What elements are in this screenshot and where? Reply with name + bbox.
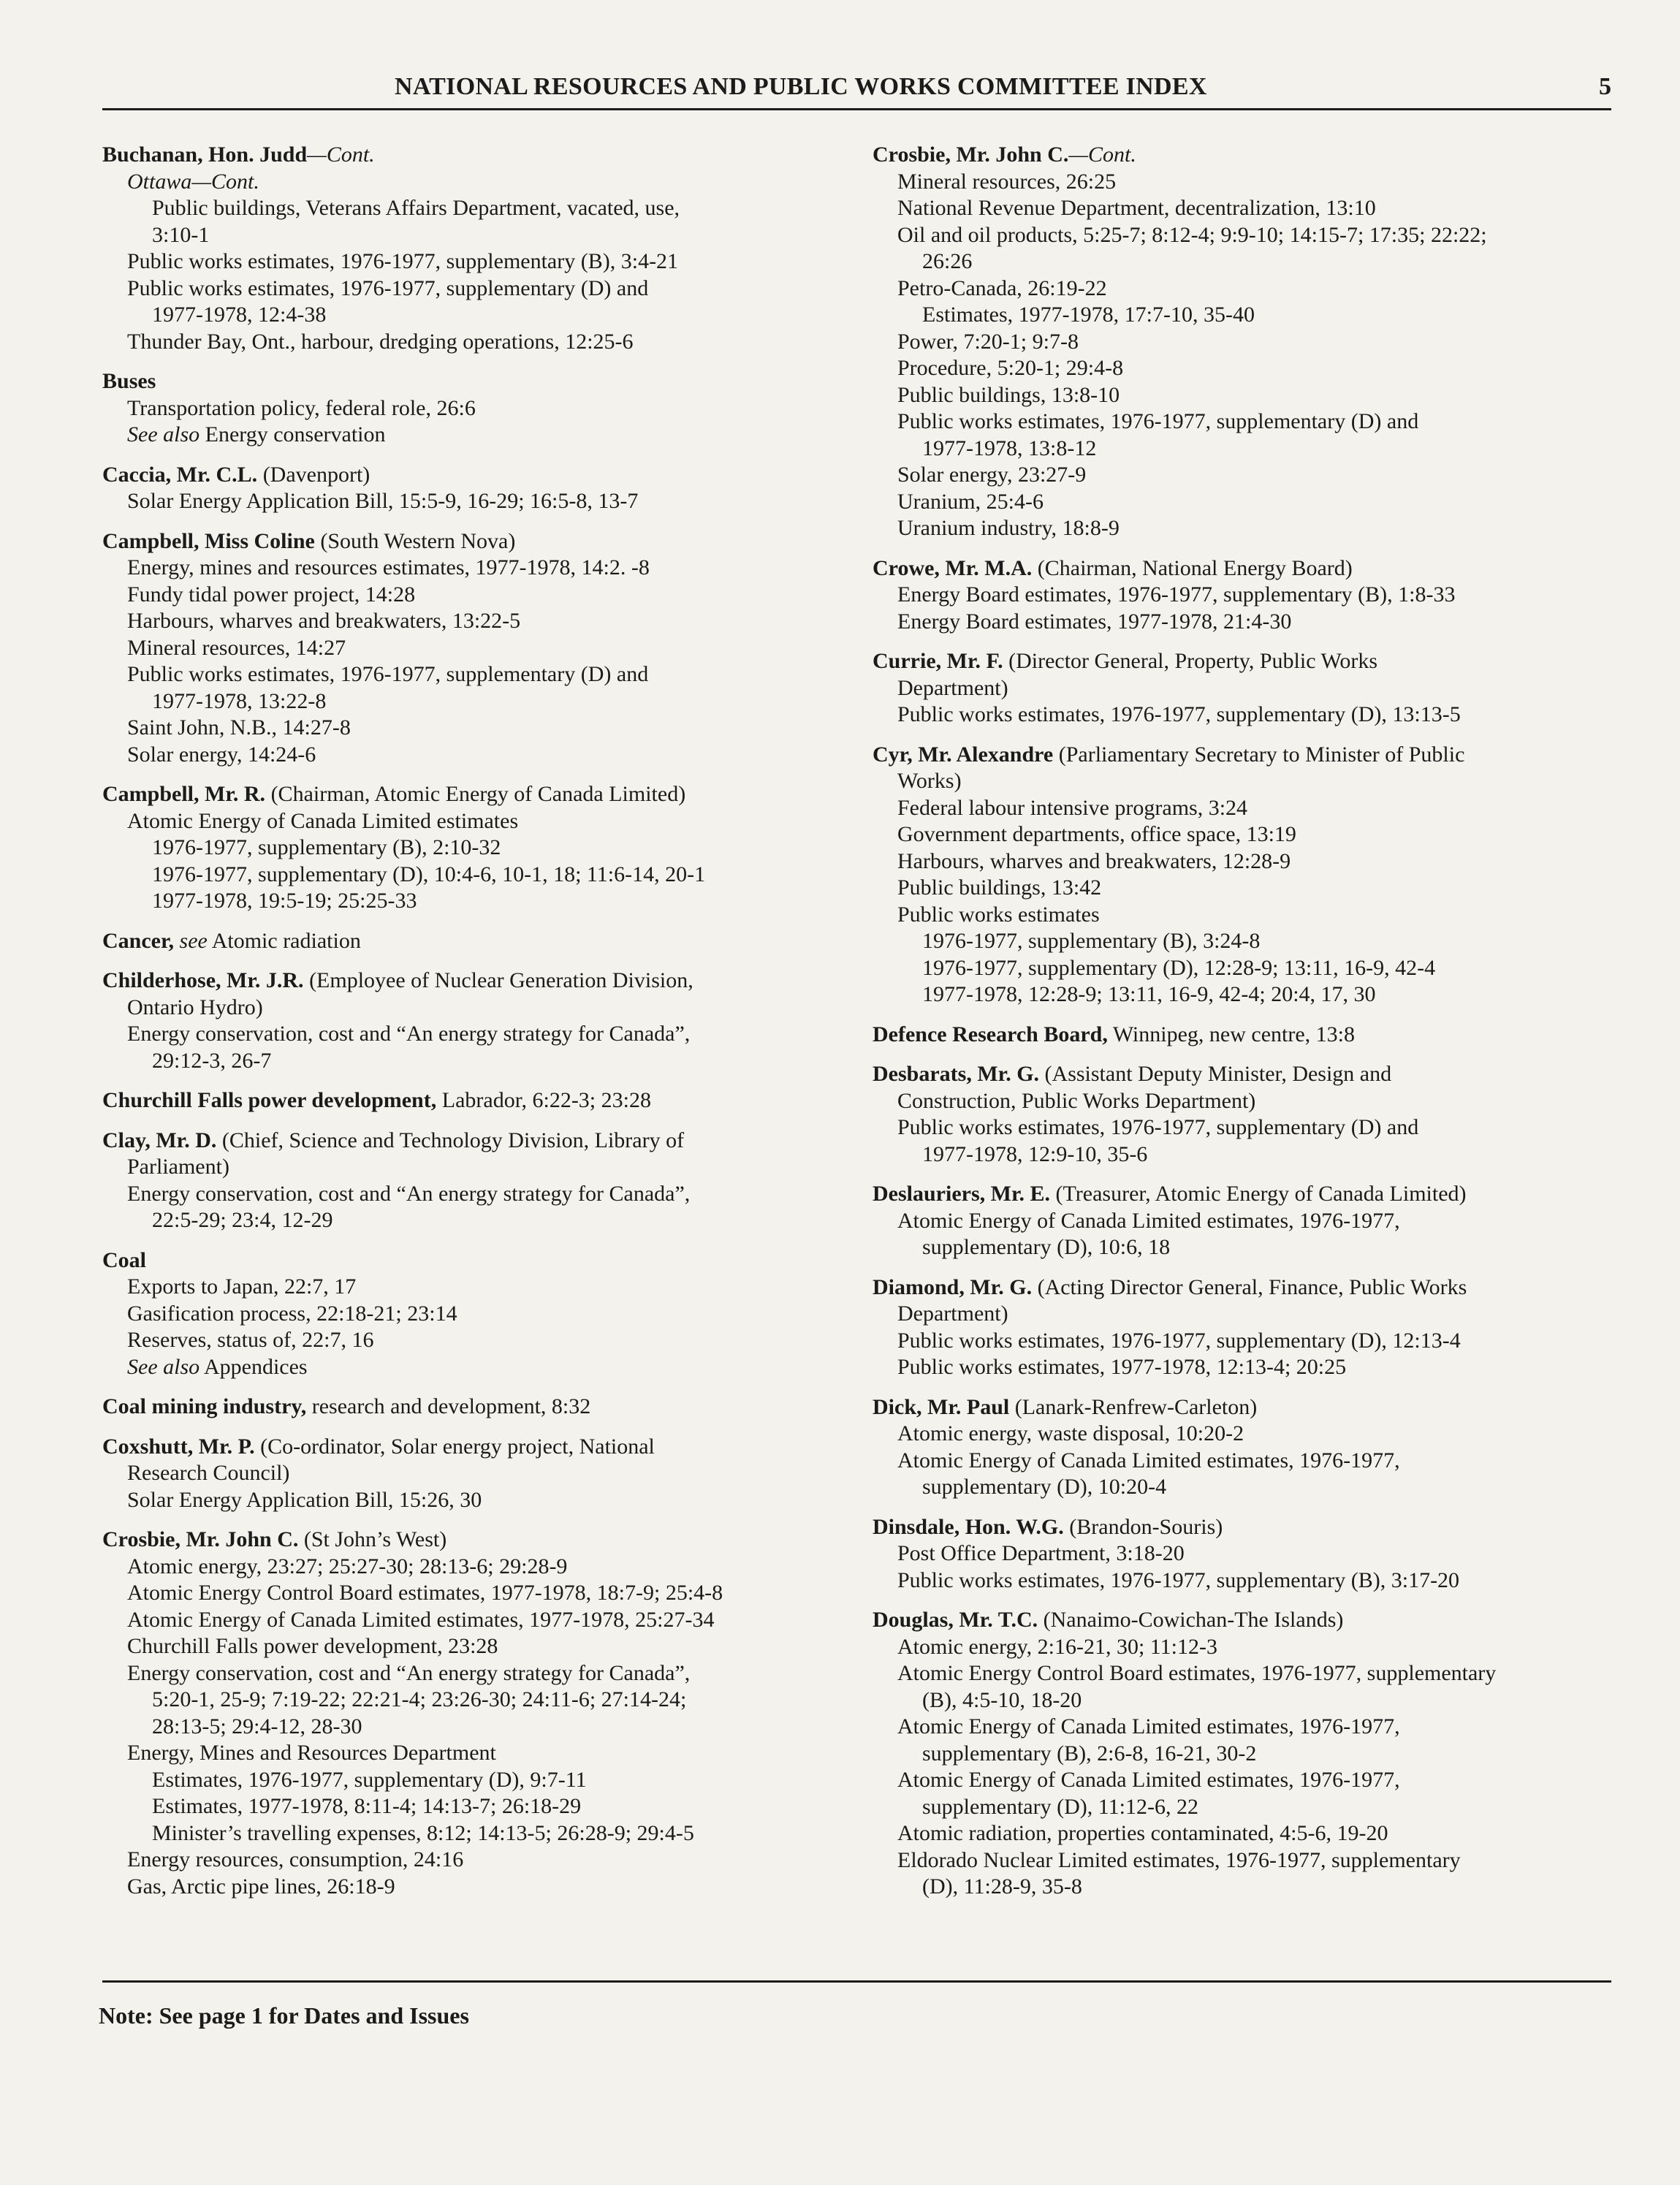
- index-text: 3:10-1: [152, 222, 210, 247]
- index-heading-name: Crosbie, Mr. John C.: [102, 1527, 299, 1551]
- index-subentry-line: [102, 742, 877, 769]
- index-text: Department): [897, 675, 1008, 700]
- index-text: Eldorado Nuclear Limited estimates, 1976-1977, supplementary: [897, 1847, 1461, 1872]
- index-text: Atomic radiation: [207, 928, 361, 953]
- index-subentry-line: [873, 1354, 1647, 1381]
- index-subentry-line: [102, 1327, 877, 1354]
- index-entry: [873, 742, 1647, 1008]
- index-heading-line: [102, 142, 877, 169]
- index-heading-name: Diamond, Mr. G.: [873, 1274, 1033, 1299]
- index-subentry-line: [873, 1208, 1647, 1235]
- index-column-left: [102, 142, 877, 1913]
- index-subentry-line: [102, 1660, 877, 1687]
- index-text: (South Western Nova): [314, 528, 516, 553]
- index-text: Energy conservation, cost and “An energy strategy for Canada”,: [127, 1022, 691, 1046]
- index-text: Solar energy, 23:27-9: [897, 463, 1087, 487]
- index-subentry-line: [873, 1474, 1647, 1501]
- index-subentry-line: [873, 1660, 1647, 1687]
- index-heading-line: [102, 462, 877, 489]
- index-text: Solar energy, 14:24-6: [127, 742, 316, 767]
- index-heading-line: [102, 1128, 877, 1155]
- index-text: Energy conservation, cost and “An energy strategy for Canada”,: [127, 1660, 691, 1685]
- index-text: Gasification process, 22:18-21; 23:14: [127, 1301, 457, 1326]
- index-text: Works): [897, 769, 962, 793]
- index-text: Public buildings, Veterans Affairs Department, vacated, use,: [152, 196, 680, 220]
- index-text: 28:13-5; 29:4-12, 28-30: [152, 1714, 362, 1738]
- index-subentry-line: [102, 1687, 877, 1714]
- index-heading-name: Currie, Mr. F.: [873, 649, 1003, 673]
- index-subentry-line: [102, 1154, 877, 1181]
- index-subentry-line: [873, 902, 1647, 929]
- index-text: (Chairman, National Energy Board): [1032, 555, 1353, 580]
- index-subentry-line: [873, 768, 1647, 795]
- index-text: Uranium industry, 18:8-9: [897, 516, 1120, 540]
- index-subentry-line: [873, 795, 1647, 822]
- index-text: Atomic energy, 23:27; 25:27-30; 28:13-6; 29:28-9: [127, 1554, 568, 1578]
- index-heading-name: Childerhose, Mr. J.R.: [102, 968, 304, 992]
- index-entry: [102, 142, 877, 355]
- index-subentry-line: [873, 515, 1647, 542]
- index-text: Public works estimates, 1976-1977, supplementary (B), 3:4-21: [127, 249, 679, 273]
- index-subentry-line: [873, 1448, 1647, 1475]
- index-heading-name: Coxshutt, Mr. P.: [102, 1434, 255, 1459]
- index-subentry-line: [102, 888, 877, 915]
- index-subentry-line: [102, 995, 877, 1022]
- index-entry: [873, 1061, 1647, 1168]
- index-text: (Nanaimo-Cowichan-The Islands): [1038, 1608, 1344, 1632]
- index-heading-name: Campbell, Mr. R.: [102, 782, 266, 806]
- index-subentry-line: [873, 436, 1647, 463]
- index-subentry-line: [873, 1634, 1647, 1661]
- index-subentry-line: [102, 555, 877, 582]
- index-text: Procedure, 5:20-1; 29:4-8: [897, 356, 1124, 380]
- index-text: 5:20-1, 25-9; 7:19-22; 22:21-4; 23:26-30; 24:11-6; 27:14-24;: [152, 1687, 687, 1711]
- index-subentry-line: [102, 1460, 877, 1487]
- index-subentry-line: [873, 355, 1647, 382]
- header-rule: [102, 108, 1611, 110]
- index-subentry-line: [873, 1741, 1647, 1768]
- index-subentry-line: [102, 1580, 877, 1607]
- index-subentry-line: [102, 1874, 877, 1901]
- index-entry: [873, 648, 1647, 729]
- index-heading-name: Campbell, Miss Coline: [102, 528, 315, 553]
- index-text: Post Office Department, 3:18-20: [897, 1541, 1185, 1565]
- index-text: Atomic Energy of Canada Limited estimates, 1976-1977,: [897, 1714, 1400, 1738]
- index-subentry-line: [873, 1088, 1647, 1115]
- index-subentry-line: [873, 1820, 1647, 1847]
- index-text: Atomic Energy of Canada Limited estimates, 1976-1977,: [897, 1448, 1400, 1472]
- index-text: Saint John, N.B., 14:27-8: [127, 715, 351, 740]
- index-subentry-line: [102, 862, 877, 889]
- index-heading-name: Dinsdale, Hon. W.G.: [873, 1514, 1064, 1539]
- index-entry: [873, 555, 1647, 636]
- index-text: 1976-1977, supplementary (B), 2:10-32: [152, 835, 501, 859]
- index-subentry-line: [873, 1114, 1647, 1141]
- index-text: Construction, Public Works Department): [897, 1088, 1256, 1113]
- index-text: Energy Board estimates, 1976-1977, supplementary (B), 1:8-33: [897, 582, 1456, 607]
- index-text: 1977-1978, 12:4-38: [152, 303, 327, 327]
- index-text: Public works estimates, 1976-1977, supplementary (D) and: [897, 1115, 1419, 1139]
- index-subentry-line: [102, 1207, 877, 1234]
- index-text: supplementary (B), 2:6-8, 16-21, 30-2: [922, 1741, 1257, 1766]
- footer-note: Note: See page 1 for Dates and Issues: [99, 2002, 469, 2029]
- index-text: (Chairman, Atomic Energy of Canada Limited): [265, 782, 686, 806]
- index-text: (B), 4:5-10, 18-20: [922, 1687, 1082, 1712]
- index-text: Power, 7:20-1; 9:7-8: [897, 329, 1079, 354]
- index-text: 1977-1978, 13:22-8: [152, 688, 327, 713]
- index-text: Solar Energy Application Bill, 15:26, 30: [127, 1487, 482, 1512]
- index-text: Public works estimates, 1976-1977, supplementary (B), 3:17-20: [897, 1568, 1460, 1592]
- index-text: Mineral resources, 26:25: [897, 169, 1117, 194]
- index-text: 1977-1978, 12:28-9; 13:11, 16-9, 42-4; 20:4, 17, 30: [922, 982, 1376, 1006]
- index-heading-name: Crowe, Mr. M.A.: [873, 555, 1033, 580]
- index-subentry-line: [873, 1847, 1647, 1874]
- index-heading-line: [873, 1394, 1647, 1421]
- index-entry: [873, 1514, 1647, 1595]
- index-heading-line: [873, 1607, 1647, 1634]
- index-heading-line: [102, 368, 877, 395]
- index-text: supplementary (D), 11:12-6, 22: [922, 1794, 1198, 1819]
- index-heading-line: [102, 1087, 877, 1114]
- index-text: (D), 11:28-9, 35-8: [922, 1874, 1082, 1899]
- index-heading-line: [102, 1527, 877, 1554]
- index-entry: [102, 1128, 877, 1234]
- index-text: Exports to Japan, 22:7, 17: [127, 1274, 357, 1299]
- index-heading-name: Clay, Mr. D.: [102, 1128, 217, 1152]
- index-text: Public works estimates, 1976-1977, supplementary (D) and: [897, 409, 1419, 433]
- index-text: Solar Energy Application Bill, 15:5-9, 16-29; 16:5-8, 13-7: [127, 489, 639, 513]
- index-subentry-line: [102, 661, 877, 688]
- index-entry: [102, 1394, 877, 1421]
- index-text: Winnipeg, new centre, 13:8: [1107, 1022, 1356, 1046]
- index-text: Public works estimates, 1976-1977, supplementary (D) and: [127, 662, 649, 686]
- index-text: 29:12-3, 26-7: [152, 1048, 272, 1073]
- index-text: Public works estimates: [897, 902, 1100, 927]
- index-subentry-line: [102, 1554, 877, 1581]
- index-subentry-line: [102, 1301, 877, 1328]
- index-text: Atomic Energy of Canada Limited estimates, 1976-1977,: [897, 1208, 1400, 1233]
- index-subentry-line: [102, 835, 877, 862]
- index-heading-name: Buchanan, Hon. Judd: [102, 142, 308, 167]
- index-subentry-line: [102, 329, 877, 356]
- index-heading-line: [873, 1061, 1647, 1088]
- index-subentry-line: [873, 489, 1647, 516]
- index-heading-line: [873, 742, 1647, 769]
- index-entry: [873, 1394, 1647, 1501]
- index-text: Energy conservation, cost and “An energy strategy for Canada”,: [127, 1181, 691, 1206]
- index-text: Atomic Energy of Canada Limited estimates, 1977-1978, 25:27-34: [127, 1607, 715, 1632]
- index-text: Energy, mines and resources estimates, 1977-1978, 14:2. -8: [127, 555, 650, 580]
- index-text: Labrador, 6:22-3; 23:28: [436, 1088, 651, 1112]
- index-text: Gas, Arctic pipe lines, 26:18-9: [127, 1874, 395, 1899]
- index-subentry-line: [873, 1540, 1647, 1568]
- index-text: (Employee of Nuclear Generation Division,: [303, 968, 693, 992]
- index-entry: [873, 1022, 1647, 1049]
- index-subentry-line: [102, 248, 877, 276]
- index-text: Energy Board estimates, 1977-1978, 21:4-30: [897, 609, 1292, 634]
- index-text: Government departments, office space, 13:19: [897, 822, 1296, 846]
- index-column-right: [873, 142, 1647, 1914]
- index-subentry-line: [102, 608, 877, 635]
- index-text: (Brandon-Souris): [1063, 1514, 1223, 1539]
- index-heading-name: Cyr, Mr. Alexandre: [873, 742, 1054, 767]
- index-subentry-line: [102, 276, 877, 303]
- index-subentry-line: [102, 302, 877, 329]
- index-entry: [102, 368, 877, 449]
- index-text: Churchill Falls power development, 23:28: [127, 1634, 498, 1658]
- index-text: National Revenue Department, decentralization, 13:10: [897, 196, 1376, 220]
- index-text: Public works estimates, 1977-1978, 12:13-4; 20:25: [897, 1355, 1347, 1379]
- index-subentry-line: [873, 1328, 1647, 1355]
- index-text: research and development, 8:32: [306, 1394, 591, 1418]
- index-text: 22:5-29; 23:4, 12-29: [152, 1208, 333, 1232]
- index-subentry-line: [873, 955, 1647, 982]
- index-heading-name: Deslauriers, Mr. E.: [873, 1182, 1051, 1206]
- index-text: 1976-1977, supplementary (D), 12:28-9; 13:11, 16-9, 42-4: [922, 955, 1436, 980]
- index-heading-name: Defence Research Board,: [873, 1022, 1108, 1046]
- index-text: Federal labour intensive programs, 3:24: [897, 795, 1248, 820]
- index-subentry-line: [102, 222, 877, 249]
- index-subentry-line: [102, 1607, 877, 1634]
- index-heading-line: [102, 781, 877, 808]
- index-subentry-line: [102, 1633, 877, 1660]
- see-reference: see: [174, 928, 208, 953]
- index-entry: [102, 1527, 877, 1900]
- index-subentry-line: [102, 488, 877, 515]
- index-text: Minister’s travelling expenses, 8:12; 14:13-5; 26:28-9; 29:4-5: [152, 1820, 694, 1845]
- index-text: Atomic Energy of Canada Limited estimates, 1976-1977,: [897, 1768, 1400, 1792]
- index-text: (Parliamentary Secretary to Minister of Public: [1053, 742, 1465, 767]
- index-subentry-line: [873, 1421, 1647, 1448]
- index-entry: [102, 1434, 877, 1514]
- index-subentry-line: [873, 928, 1647, 955]
- index-text: (Treasurer, Atomic Energy of Canada Limited): [1050, 1182, 1467, 1206]
- continued-marker: —Cont.: [307, 142, 375, 167]
- continued-marker: —Cont.: [1068, 142, 1136, 167]
- index-subentry-line: [873, 169, 1647, 196]
- index-subentry-line: [102, 1820, 877, 1847]
- index-text: Fundy tidal power project, 14:28: [127, 582, 416, 607]
- index-subentry-line: [873, 702, 1647, 729]
- index-subentry-line: [873, 222, 1647, 249]
- index-subentry-line: [102, 1181, 877, 1208]
- index-subentry-line: [873, 329, 1647, 356]
- index-subentry-line: [873, 1794, 1647, 1821]
- index-text: (Davenport): [257, 462, 370, 487]
- index-heading-line: [873, 1022, 1647, 1049]
- index-text: Mineral resources, 14:27: [127, 635, 346, 660]
- index-text: Atomic energy, waste disposal, 10:20-2: [897, 1421, 1244, 1445]
- index-text: 1977-1978, 19:5-19; 25:25-33: [152, 889, 417, 913]
- index-subentry-line: [102, 422, 877, 449]
- index-subentry-line: [102, 169, 877, 196]
- index-subentry-line: [873, 1301, 1647, 1328]
- index-text: (Acting Director General, Finance, Public Works: [1032, 1274, 1467, 1299]
- index-text: Estimates, 1976-1977, supplementary (D), 9:7-11: [152, 1767, 587, 1792]
- index-heading-line: [873, 648, 1647, 675]
- index-subentry-line: [873, 1874, 1647, 1901]
- index-text: 1976-1977, supplementary (D), 10:4-6, 10-1, 18; 11:6-14, 20-1: [152, 862, 706, 886]
- index-subentry-line: [102, 715, 877, 742]
- index-subentry-line: [102, 1487, 877, 1514]
- index-subentry-line: [873, 981, 1647, 1008]
- index-text: Energy resources, consumption, 24:16: [127, 1847, 464, 1872]
- index-subentry-line: [102, 808, 877, 835]
- index-text: 1977-1978, 13:8-12: [922, 436, 1097, 460]
- index-text: Energy, Mines and Resources Department: [127, 1741, 496, 1765]
- index-subentry-line: [873, 1234, 1647, 1261]
- index-text: (Chief, Science and Technology Division, Library of: [216, 1128, 685, 1152]
- index-subentry-line: [873, 276, 1647, 303]
- index-subentry-line: [102, 195, 877, 222]
- index-subentry-line: [873, 302, 1647, 329]
- index-heading-line: [873, 1181, 1647, 1208]
- index-text: 1976-1977, supplementary (B), 3:24-8: [922, 929, 1261, 953]
- index-subentry-line: [873, 1714, 1647, 1741]
- index-text: Public works estimates, 1976-1977, supplementary (D) and: [127, 276, 649, 300]
- index-entry: [873, 1274, 1647, 1381]
- index-text: Public buildings, 13:42: [897, 875, 1102, 900]
- footer-rule: [102, 1980, 1611, 1983]
- index-heading-name: Desbarats, Mr. G.: [873, 1062, 1040, 1086]
- index-heading-name: Cancer,: [102, 928, 175, 953]
- index-entry: [873, 1181, 1647, 1261]
- index-heading-name: Coal mining industry,: [102, 1394, 307, 1418]
- index-text: (Director General, Property, Public Works: [1003, 649, 1378, 673]
- index-subentry-line: [873, 821, 1647, 848]
- index-subentry-line: [102, 1354, 877, 1381]
- index-heading-line: [102, 1247, 877, 1274]
- index-subentry-line: [873, 248, 1647, 276]
- index-subentry-line: [873, 848, 1647, 875]
- index-text: (Assistant Deputy Minister, Design and: [1039, 1062, 1392, 1086]
- index-text: Transportation policy, federal role, 26:6: [127, 395, 476, 420]
- index-subentry-line: [102, 1021, 877, 1048]
- index-text: Ontario Hydro): [127, 995, 263, 1019]
- index-heading-name: Caccia, Mr. C.L.: [102, 462, 258, 487]
- index-text: Uranium, 25:4-6: [897, 489, 1044, 514]
- index-text: (Lanark-Renfrew-Carleton): [1009, 1394, 1258, 1419]
- index-entry: [102, 781, 877, 915]
- index-text: Public buildings, 13:8-10: [897, 382, 1120, 407]
- index-subentry-line: [873, 609, 1647, 636]
- see-reference: See also: [127, 1354, 200, 1379]
- index-entry: [102, 968, 877, 1074]
- index-text: Harbours, wharves and breakwaters, 13:22-5: [127, 609, 521, 633]
- index-text: supplementary (D), 10:6, 18: [922, 1235, 1171, 1259]
- index-subentry-line: [873, 462, 1647, 489]
- index-text: (St John’s West): [298, 1527, 447, 1551]
- index-entry: [102, 528, 877, 769]
- index-subentry-line: [102, 1847, 877, 1874]
- see-reference: Ottawa—Cont.: [127, 169, 259, 194]
- page-header: [102, 69, 1611, 110]
- index-subentry-line: [102, 395, 877, 422]
- index-heading-name: Crosbie, Mr. John C.: [873, 142, 1069, 167]
- index-subentry-line: [873, 1687, 1647, 1714]
- index-text: 26:26: [922, 249, 973, 273]
- index-heading-name: Douglas, Mr. T.C.: [873, 1608, 1038, 1632]
- index-subentry-line: [873, 582, 1647, 609]
- index-text: Atomic Energy of Canada Limited estimates: [127, 808, 519, 833]
- index-subentry-line: [873, 875, 1647, 902]
- index-subentry-line: [102, 635, 877, 662]
- index-text: 1977-1978, 12:9-10, 35-6: [922, 1141, 1148, 1166]
- index-entry: [102, 1247, 877, 1381]
- index-subentry-line: [873, 1767, 1647, 1794]
- index-text: Energy conservation: [199, 422, 386, 446]
- index-subentry-line: [873, 382, 1647, 409]
- index-text: Public works estimates, 1976-1977, supplementary (D), 12:13-4: [897, 1328, 1461, 1353]
- index-subentry-line: [873, 408, 1647, 436]
- index-subentry-line: [873, 675, 1647, 702]
- index-text: Public works estimates, 1976-1977, supplementary (D), 13:13-5: [897, 702, 1461, 726]
- index-heading-line: [873, 142, 1647, 169]
- index-subentry-line: [102, 1740, 877, 1767]
- index-subentry-line: [102, 1793, 877, 1820]
- index-subentry-line: [102, 1767, 877, 1794]
- index-text: Appendices: [199, 1354, 308, 1379]
- index-text: Estimates, 1977-1978, 8:11-4; 14:13-7; 26:18-29: [152, 1794, 582, 1818]
- index-text: Petro-Canada, 26:19-22: [897, 276, 1107, 300]
- index-heading-name: Dick, Mr. Paul: [873, 1394, 1010, 1419]
- index-heading-name: Coal: [102, 1247, 146, 1272]
- index-text: Thunder Bay, Ont., harbour, dredging operations, 12:25-6: [127, 329, 634, 354]
- index-entry: [102, 928, 877, 955]
- index-text: (Co-ordinator, Solar energy project, National: [254, 1434, 655, 1459]
- index-text: Atomic radiation, properties contaminated, 4:5-6, 19-20: [897, 1821, 1388, 1845]
- index-text: Oil and oil products, 5:25-7; 8:12-4; 9:9-10; 14:15-7; 17:35; 22:22;: [897, 222, 1487, 247]
- index-text: Research Council): [127, 1461, 290, 1485]
- index-text: Harbours, wharves and breakwaters, 12:28-9: [897, 848, 1291, 873]
- index-text: Department): [897, 1302, 1008, 1326]
- index-heading-line: [873, 1274, 1647, 1302]
- index-text: Atomic Energy Control Board estimates, 1976-1977, supplementary: [897, 1661, 1497, 1685]
- index-entry: [102, 1087, 877, 1114]
- index-entry: [873, 142, 1647, 542]
- index-heading-name: Buses: [102, 369, 156, 393]
- index-subentry-line: [873, 195, 1647, 222]
- index-subentry-line: [102, 688, 877, 715]
- index-subentry-line: [102, 1274, 877, 1301]
- index-subentry-line: [102, 1714, 877, 1741]
- index-text: supplementary (D), 10:20-4: [922, 1475, 1167, 1499]
- page-number: 5: [1599, 73, 1611, 100]
- index-entry: [873, 1607, 1647, 1901]
- index-subentry-line: [873, 1568, 1647, 1595]
- index-heading-line: [873, 555, 1647, 582]
- index-text: Reserves, status of, 22:7, 16: [127, 1328, 374, 1352]
- index-heading-name: Churchill Falls power development,: [102, 1088, 437, 1112]
- index-subentry-line: [102, 582, 877, 609]
- index-text: Atomic Energy Control Board estimates, 1977-1978, 18:7-9; 25:4-8: [127, 1581, 723, 1605]
- index-entry: [102, 462, 877, 515]
- index-text: Estimates, 1977-1978, 17:7-10, 35-40: [922, 303, 1255, 327]
- index-heading-line: [873, 1514, 1647, 1541]
- index-heading-line: [102, 1394, 877, 1421]
- index-heading-line: [102, 528, 877, 555]
- index-text: Atomic energy, 2:16-21, 30; 11:12-3: [897, 1634, 1217, 1659]
- index-subentry-line: [873, 1141, 1647, 1168]
- index-subentry-line: [102, 1048, 877, 1075]
- index-heading-line: [102, 968, 877, 995]
- index-heading-line: [102, 928, 877, 955]
- header-title: NATIONAL RESOURCES AND PUBLIC WORKS COMMITTEE INDEX: [395, 73, 1207, 100]
- see-reference: See also: [127, 422, 200, 446]
- index-text: Parliament): [127, 1155, 229, 1179]
- index-heading-line: [102, 1434, 877, 1461]
